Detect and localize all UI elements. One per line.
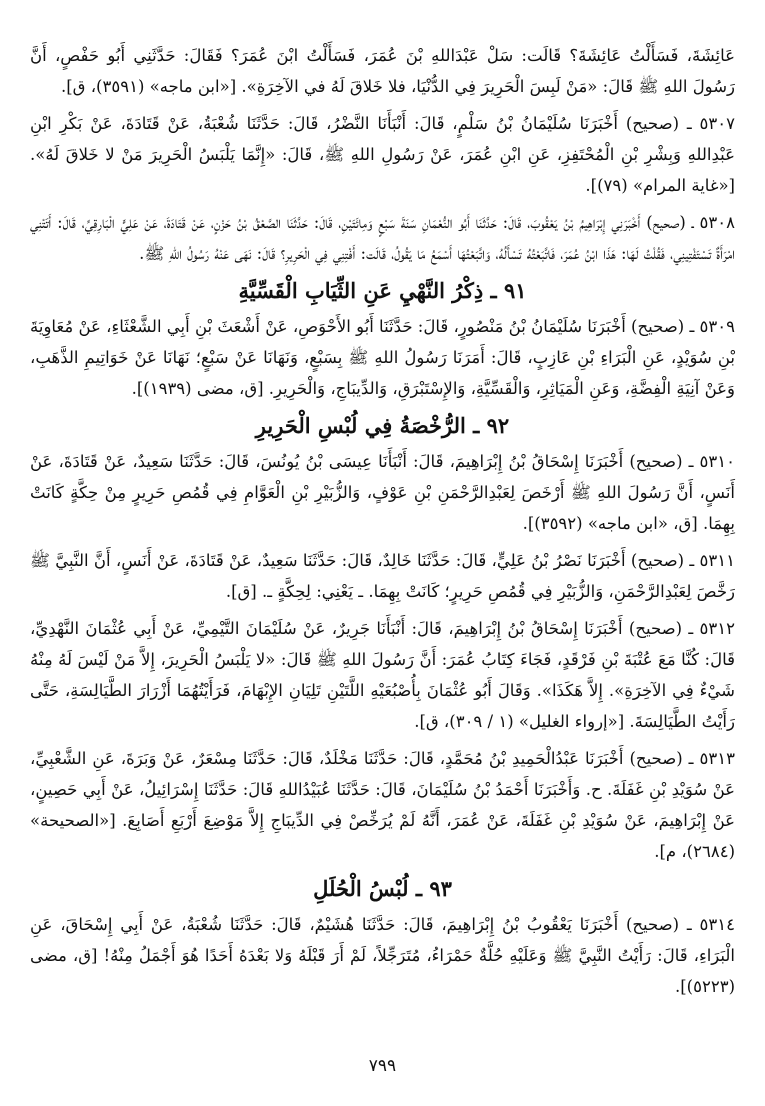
hadith-5311: ٥٣١١ ـ (صحيح) أَخْبَرَنَا نَصْرُ بْنُ عَلِيٍّ، قَالَ: حَدَّثَنَا خَالِدٌ، قَالَ: حَدَّثَنَا سَعِيدٌ، عَنْ قَتَادَةَ، عَنْ أَنَسٍ، أَنَّ النَّبِيَّ ﷺ رَخَّصَ لِعَبْدِالرَّحْمَنِ، وَالزُّبَيْرِ فِي قُمُصِ حَرِيرٍ؛ كَانَتْ بِهِمَا. ـ يَعْنِي: لِحِكَّةٍ ـ. [ق]. xyxy=(30,551,735,601)
chapter-heading-91: ٩١ ـ ذِكْرُ النَّهْيِ عَنِ الثِّيَابِ الْقَسِّيَّةِ xyxy=(238,278,527,303)
chapter-heading-93: ٩٣ ـ لُبْسُ الْحُلَلِ xyxy=(313,876,452,901)
hadith-5313: ٥٣١٣ ـ (صحيح) أَخْبَرَنَا عَبْدُالْحَمِيدِ بْنُ مُحَمَّدٍ، قَالَ: حَدَّثَنَا مَخْلَدٌ، قَالَ: حَدَّثَنَا مِسْعَرٌ، عَنْ وَبَرَةَ، عَنِ الشَّعْبِيِّ، عَنْ سُوَيْدِ بْنِ غَفَلَةَ. ح. وَأَخْبَرَنَا أَحْمَدُ بْنُ سُلَيْمَانَ، قَالَ: حَدَّثَنَا عُبَيْدُاللهِ قَالَ: حَدَّثَنَا إِسْرَائِيلُ، عَنْ أَبِي حَصِينٍ، عَنْ إِبْرَاهِيمَ، عَنْ سُوَيْدِ بْنِ غَفَلَةَ، عَنْ عُمَرَ، أَنَّهُ لَمْ يُرَخِّصْ فِي الدِّيبَاجِ إِلاَّ مَوْضِعَ أَرْبَعِ أَصَابِعَ. [«الصحيحة» (٢٦٨٤)، م]. xyxy=(30,749,735,861)
hadith-continuation: عَائِشَةَ، فَسَأَلْتُ عَائِشَةَ؟ قَالَت: سَلْ عَبْدَاللهِ بْنَ عُمَرَ، فَسَأَلْتُ ابْنَ عُمَرَ؟ فَقَالَ: حَدَّثَنِي أَبُو حَفْصٍ، أَنَّ رَسُولَ اللهِ ﷺ قَالَ: «مَنْ لَبِسَ الْحَرِيرَ فِي الدُّنْيَا، فلا خَلاقَ لَهُ في الآخِرَةِ». [«ابن ماجه» (٣٥٩١)، ق]. xyxy=(30,46,735,96)
hadith-5312: ٥٣١٢ ـ (صحيح) أَخْبَرَنَا إِسْحَاقُ بْنُ إِبْرَاهِيمَ، قَالَ: أَنْبَأَنَا جَرِيرٌ، عَنْ سُلَيْمَانَ التَّيْمِيِّ، عَنْ أَبِي عُثْمَانَ النَّهْدِيِّ، قَالَ: كُنَّا مَعَ عُتْبَةَ بْنِ فَرْقَدٍ، فَجَاءَ كِتَابُ عُمَرَ: أَنَّ رَسُولَ اللهِ ﷺ قَالَ: «لا يَلْبَسُ الْحَرِيرَ، إِلاَّ مَنْ لَيْسَ لَهُ مِنْهُ شَيْءٌ فِي الآخِرَةِ». إِلاَّ هَكَذَا». وَقَالَ أَبُو عُثْمَانَ بِأُصْبُعَيْهِ اللَّتَيْنِ تَلِيَانِ الإِبْهَامَ، فَرَأَيْتُهُمَا أَزْرَارَ الطَّيَالِسَةِ، حَتَّى رَأَيْتُ الطَّيَالِسَةَ. [«إرواء الغليل» (١ / ٣٠٩)، ق]. xyxy=(30,619,735,731)
hadith-5308: ٥٣٠٨ ـ (صحيح) أَخْبَرَنِي إِبْرَاهِيمُ بْنُ يَعْقُوبَ، قَالَ: حَدَّثَنَا أَبُو النُّعْمَانِ سَنَةَ سَبْعٍ وَمِائَتَيْنِ، قَالَ: حَدَّثَنَا الصَّعْقُ بْنُ حَزْنٍ، عَنْ قَتَادَةَ، عَنْ عَلِيٍّ الْبَارِقِيِّ، قَالَ: أَتَتْنِي امْرَأَةٌ تَسْتَفْتِينِي، فَقُلْتُ لَهَا: هَذَا ابْنُ عُمَرَ، فَاتَّبَعْتُهُ تَسْأَلُهُ، وَاتَّبَعْتُهَا أَسْمَعُ مَا يَقُولُ، قَالَت: أَفْتِنِي فِي الْحَرِيرِ؟ قَالَ: نَهَى عَنْهُ رَسُولُ اللهِ ﷺ. xyxy=(30,213,735,263)
hadith-5310: ٥٣١٠ ـ (صحيح) أَخْبَرَنَا إِسْحَاقُ بْنُ إِبْرَاهِيمَ، قَالَ: أَنْبَأَنَا عِيسَى بْنُ يُونُسَ، قَالَ: حَدَّثَنَا سَعِيدٌ، عَنْ قَتَادَةَ، عَنْ أَنَسٍ، أَنَّ رَسُولَ اللهِ ﷺ أَرْخَصَ لِعَبْدِالرَّحْمَنِ بْنِ عَوْفٍ، وَالزُّبَيْرِ بْنِ الْعَوَّامِ فِي قُمُصِ حَرِيرٍ مِنْ حِكَّةٍ كَانَتْ بِهِمَا. [ق، «ابن ماجه» (٣٥٩٢)]. xyxy=(30,452,735,533)
hadith-5309: ٥٣٠٩ ـ (صحيح) أَخْبَرَنَا سُلَيْمَانُ بْنُ مَنْصُورٍ، قَالَ: حَدَّثَنَا أَبُو الأَحْوَصِ، عَنْ أَشْعَثَ بْنِ أَبِي الشَّعْثَاءِ، عَنْ مُعَاوِيَةَ بْنِ سُوَيْدٍ، عَنِ الْبَرَاءِ بْنِ عَازِبٍ، قَالَ: أَمَرَنَا رَسُولُ اللهِ ﷺ بِسَبْعٍ، وَنَهَانَا عَنْ سَبْعٍ؛ نَهَانَا عَنْ خَوَاتِيمِ الذَّهَبِ، وَعَنْ آنِيَةِ الْفِضَّةِ، وَعَنِ الْمَيَاثِرِ، وَالْقَسِّيَّةِ، وَالإِسْتَبْرَقِ، وَالدِّيبَاجِ، وَالْحَرِيرِ. [ق، مضى (١٩٣٩)]. xyxy=(30,317,735,398)
hadith-5307: ٥٣٠٧ ـ (صحيح) أَخْبَرَنَا سُلَيْمَانُ بْنُ سَلْمٍ، قَالَ: أَنْبَأَنَا النَّضْرُ، قَالَ: حَدَّثَنَا شُعْبَةُ، عَنْ قَتَادَةَ، عَنْ بَكْرِ ابْنِ عَبْدِاللهِ وَبِشْرِ بْنِ الْمُحْتَفِزِ، عَنِ ابْنِ عُمَرَ، عَنْ رَسُولِ اللهِ ﷺ، قَالَ: «إِنَّمَا يَلْبَسُ الْحَرِيرَ مَنْ لا خَلاقَ لَهُ». [«غاية المرام» (٧٩)]. xyxy=(30,114,735,195)
page-number: ٧٩٩ xyxy=(368,1056,397,1076)
hadith-5314: ٥٣١٤ ـ (صحيح) أَخْبَرَنَا يَعْقُوبُ بْنُ إِبْرَاهِيمَ، قَالَ: حَدَّثَنَا هُشَيْمٌ، قَالَ: حَدَّثَنَا شُعْبَةُ، عَنْ أَبِي إِسْحَاقَ، عَنِ الْبَرَاءِ، قَالَ: رَأَيْتُ النَّبِيَّ ﷺ وَعَلَيْهِ حُلَّةٌ حَمْرَاءُ، مُتَرَجِّلاً، لَمْ أَرَ قَبْلَهُ وَلا بَعْدَهُ أَحَدًا هُوَ أَجْمَلُ مِنْهُ! [ق، مضى (٥٢٢٣)]. xyxy=(30,915,735,996)
chapter-heading-92: ٩٢ ـ الرُّخْصَةُ فِي لُبْسِ الْحَرِيرِ xyxy=(255,413,510,438)
